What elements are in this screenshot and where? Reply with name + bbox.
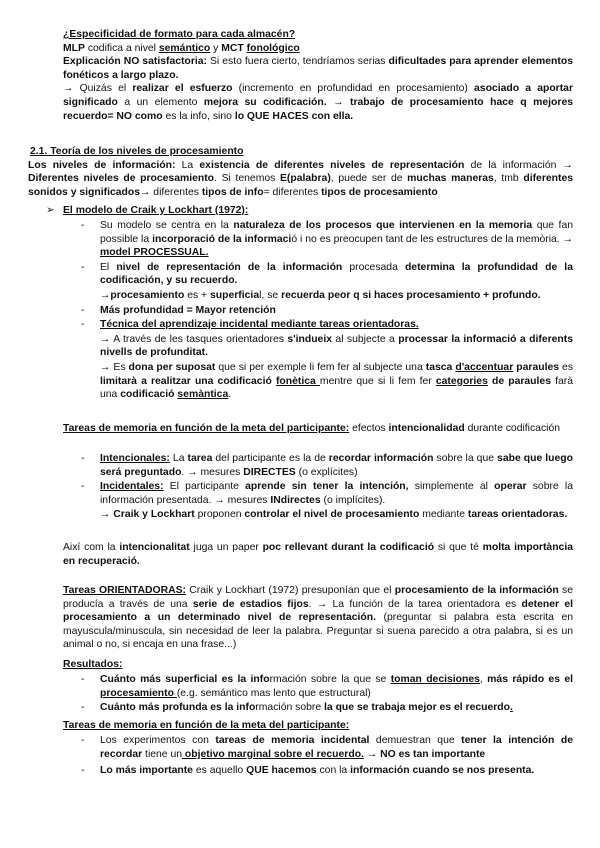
list-item: - Incidentales: El participante aprende sin tener la intención, simplemente al operar sobre la información presentada. → mesures INdirectes (o implícites). (81, 481, 574, 506)
section-specificity (63, 28, 573, 123)
heading-specificity: ¿Especificidad de formato para cada almacén? (63, 29, 296, 40)
list-subline: →procesamiento es + superficial, se recuerda peor q si haces procesamiento + profundo. (100, 289, 541, 301)
list-item: - Intencionales: La tarea del participante es la de recordar información sobre la que sabe que luego será preguntado. → mesures DIRECTES (o explícites) (81, 453, 573, 478)
list-item: - Cuánto más superficial es la información sobre la que se toman decisiones, más rápido es el procesamiento (e.g. semántico mas lento que estructural) (81, 674, 573, 699)
line-effort: → Quizás el realizar el esfuerzo (incremento en profundidad en procesamiento) asociado a aportar significado a un elemento mejora su codificación. → trabajo de procesamiento hace q mejores recuerdo= NO como es la info, sino lo QUE HACES con ella. (63, 83, 573, 122)
results-list-2 (81, 734, 573, 778)
list-item: - Su modelo se centra en la naturaleza de los procesos que intervienen en la memoria que fan possible la incorporació de la informació i no es preocupen tant de les estructures de la memòria. → model PROCESSUAL. (81, 220, 574, 259)
list-item: - Lo más importante es aquello QUE hacemos con la información cuando se nos presenta. (81, 765, 535, 777)
list-item: - Cuánto más profunda es la información sobre la que se trabaja mejor es el recuerdo. (81, 702, 513, 714)
section-memory-tasks: Tareas de memoria en función de la meta del participante: efectos intencionalidad durante codificación (63, 423, 561, 434)
heading-levels-theory: 2.1. Teoría de los niveles de procesamiento (30, 146, 244, 157)
arrow-bullet-icon: ➢ (46, 205, 55, 216)
section-levels-theory (28, 145, 573, 199)
paragraph-levels-info: Los niveles de información: La existencia de diferentes niveles de representación de la información → Diferentes niveles de procesamiento. Si tenemos E(palabra), puede ser de muchas maneras, tmb diferentes sonidos y significados→ diferentes tipos de info= diferentes tipos de procesamiento (28, 159, 574, 198)
list-subline: → Craik y Lockhart proponen controlar el nivel de procesamiento mediante tareas orientadoras. (100, 509, 568, 521)
list-item: - El nivel de representación de la información procesada determina la profundidad de la codificación, y su recuerdo. (81, 261, 573, 287)
list-item: - Técnica del aprendizaje incidental mediante tareas orientadoras. (81, 319, 419, 331)
heading-results: Resultados: (63, 659, 123, 670)
list-item: - Los experimentos con tareas de memoria incidental demuestran que tener la intención de recordar tiene un objetivo marginal sobre el recuerdo. → NO es tan importante (81, 735, 573, 760)
line-explanation: Explicación NO satisfactoria: Si esto fuera cierto, tendríamos serias dificultades para aprender elementos fonéticos a largo plazo. (63, 56, 573, 81)
paragraph-intentionality: Així com la intencionalitat juga un paper poc rellevant durant la codificació si que té molta importància en recuperació. (63, 542, 573, 567)
section-orienting-tasks: Tareas ORIENTADORAS: Craik y Lockhart (1972) presuponían que el procesamiento de la información se producía a través de una serie de estadios fijos. → La función de la tarea orientadora es detener el procesamiento a un determinado nivel de representación. (preguntar si palabra esta escrita en mayuscula/minuscula, sin necesidad de leer la palabra. Preguntar si suena parecido a otra palabra, si es un animal o no, si encaja en una frase...) (63, 585, 574, 651)
results-list (81, 673, 573, 715)
list-subline: → Es dona per suposat que si per exemple li fem fer al subjecte una tasca d'accentuar paraules es limitarà a realitzar una codificació fonètica mentre que si li fem fer categories de paraules farà una codificació semàntica. (100, 361, 574, 401)
model-title-row: ➢ El modelo de Craik y Lockhart (1972): (46, 205, 249, 216)
heading-memory-tasks-2: Tareas de memoria en función de la meta del participante: (63, 720, 350, 731)
model-list (81, 219, 574, 402)
line-mlp-mct: MLP codifica a nivel semántico y MCT fonológico (63, 42, 300, 54)
list-subline: → A través de les tasques orientadores s'indueix al subjecte a processar la informació a diferents nivells de profunditat. (100, 333, 574, 359)
memory-tasks-list (81, 452, 574, 522)
list-item: - Más profundidad = Mayor retención (81, 304, 276, 316)
